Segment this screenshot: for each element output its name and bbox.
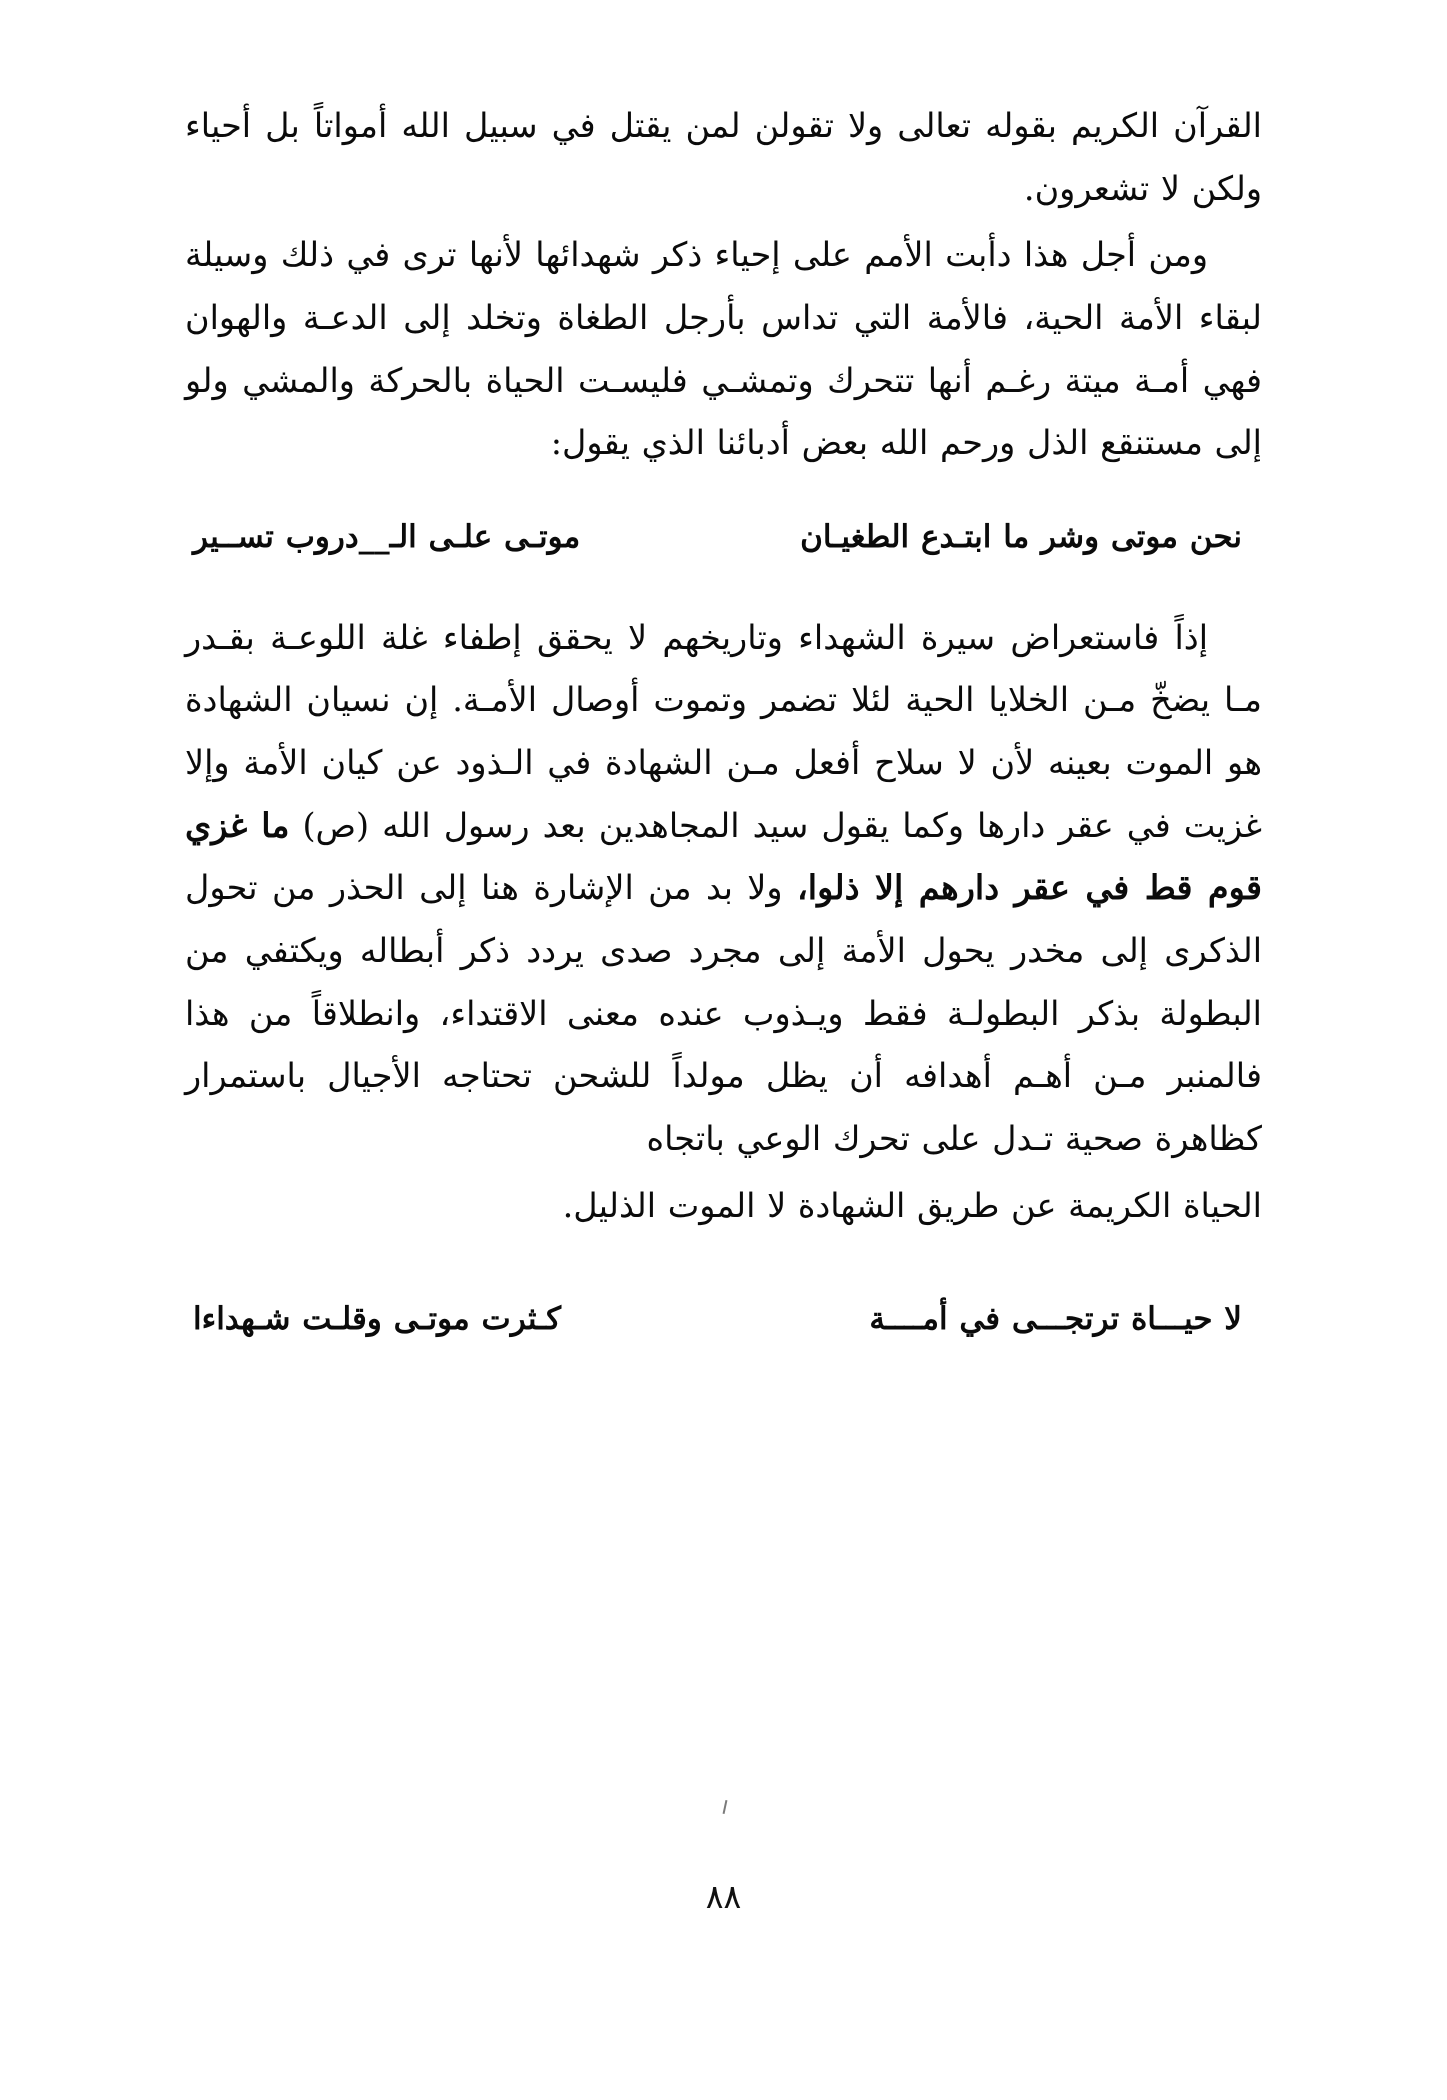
verse-2-hemistich-left: كـثرت موتـى وقلـت شـهداءا xyxy=(193,1301,562,1338)
paragraph-2: ومن أجل هذا دأبت الأمم على إحياء ذكر شهدائها لأنها ترى في ذلك وسيلة لبقاء الأمة الحية، فالأمة التي تداس بأرجل الطغاة وتخلد إلى الدعـة والهوان فهي أمـة ميتة رغـم أنها تتحرك وتمشـي فليسـت الحياة بالحركة والمشي ولو إلى مستنقع الذل ورحم الله بعض أدبائنا الذي يقول: xyxy=(185,235,1262,463)
page-number: ٨٨ xyxy=(705,1877,742,1916)
paragraph-1: القرآن الكريم بقوله تعالى ولا تقولن لمن يقتل في سبيل الله أمواتاً بل أحياء ولكن لا تشعرون. xyxy=(185,106,1262,208)
paragraph-3-segment-a: إذاً فاستعراض سيرة الشهداء وتاريخهم لا يحقق إطفاء غلة اللوعـة بقـدر مـا يضخّ مـن الخلايا الحية لئلا تضمر وتموت أوصال الأمـة. إن نسيان الشهادة هو الموت بعينه لأن لا سلاح أفعل مـن الشهادة في الـذود عن كيان الأمة وإلا غزيت في عقر دارها وكما يقول سيد المجاهدين بعد رسول الله (ص) xyxy=(185,617,1262,845)
paragraph-3-segment-b: ولا بد من الإشارة هنا إلى الحذر من تحول الذكرى إلى مخدر يحول الأمة إلى مجرد صدى يردد ذكر أبطاله ويكتفي من البطولة بذكر البطولـة فقط ويـذوب عنده معنى الاقتداء، وانطلاقاً من هذا فالمنبر مـن أهـم أهدافه أن يظل مولداً للشحن تحتاجه الأجيال باستمرار كظاهرة صحية تـدل على تحرك الوعي باتجاه xyxy=(185,868,1262,1158)
verse-2-hemistich-right: لا حيـــاة ترتجـــى في أمــــة xyxy=(869,1301,1242,1338)
section-gap xyxy=(185,1241,1262,1257)
paragraph-3-final-line: الحياة الكريمة عن طريق الشهادة لا الموت الذليل. xyxy=(562,1185,1262,1225)
verse-couplet-1 xyxy=(185,509,1262,567)
paragraph-3 xyxy=(185,607,1262,1171)
paragraph-3-hadith-quote: ما غزي قوم قط في عقر دارهم إلا ذلوا، xyxy=(185,805,1262,908)
page-body xyxy=(185,95,1262,1349)
page-mark xyxy=(722,1800,727,1814)
verse-couplet-2 xyxy=(185,1291,1262,1349)
verse-1-hemistich-right: نحن موتى وشر ما ابتـدع الطغيـان xyxy=(800,518,1242,555)
verse-1-hemistich-left: موتـى علـى الـ__دروب تســير xyxy=(193,518,581,555)
